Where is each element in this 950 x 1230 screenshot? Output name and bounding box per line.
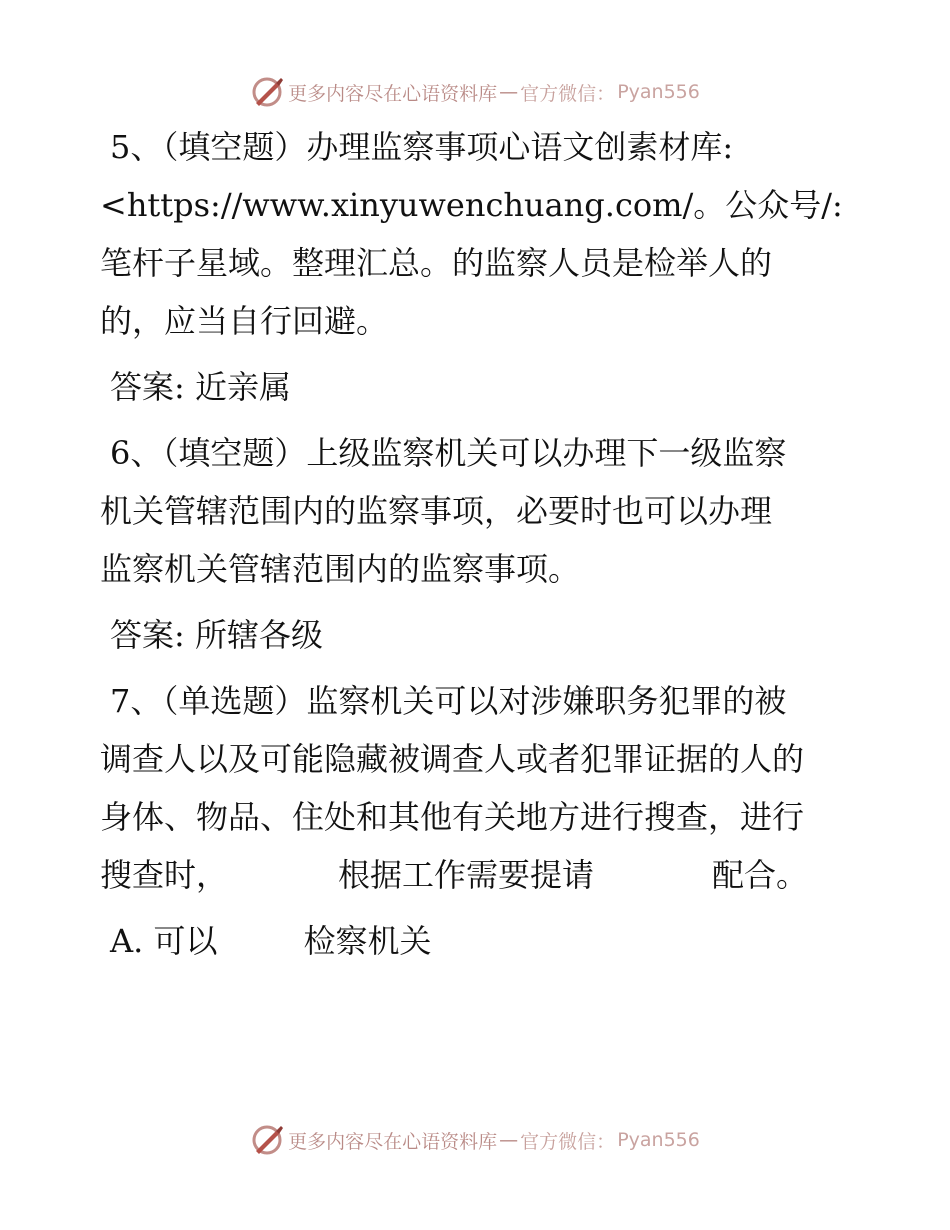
option-a [100,912,860,970]
watermark-wechat-label: 官方微信： [520,1130,616,1153]
question-line: 机关管辖范围内的监察事项，必要时也可以办理 [100,492,773,530]
watermark-banner-top [0,72,950,112]
question-6 [100,424,860,598]
watermark-text: 更多内容尽在心语资料库 [288,1130,498,1153]
watermark-banner-bottom [0,1120,950,1160]
question-line: 监察机关管辖范围内的监察事项。 [100,550,581,588]
watermark-dash: — [499,1129,519,1151]
answer-line: 答案: 所辖各级 [110,616,323,654]
question-line: 笔杆子星域。整理汇总。的监察人员是检举人的 [100,244,773,282]
question-5 [100,118,860,350]
question-line: 调查人以及可能隐藏被调查人或者犯罪证据的人的 [100,740,805,778]
pen-logo-icon [250,75,284,109]
watermark-dash: — [499,81,519,103]
option-label: A. 可以 [110,922,218,960]
question-line: <https://www.xinyuwenchuang.com/。公众号/: [100,186,843,224]
line-segment: 配合。 [712,856,809,894]
watermark-account: Pyan556 [617,81,700,103]
document-body [100,118,860,970]
pen-logo-icon [250,1123,284,1157]
option-text: 检察机关 [303,922,432,960]
question-7 [100,672,860,904]
question-line-with-blanks [100,846,860,904]
question-line: 6、（填空题）上级监察机关可以办理下一级监察 [110,434,787,472]
question-line: 的，应当自行回避。 [100,302,389,340]
line-segment: 根据工作需要提请 [338,856,595,894]
question-line: 身体、物品、住处和其他有关地方进行搜查，进行 [100,798,805,836]
answer-line: 答案: 近亲属 [110,368,291,406]
watermark-account: Pyan556 [617,1129,700,1151]
watermark-text: 更多内容尽在心语资料库 [288,82,498,105]
line-segment: 搜查时， [100,856,229,894]
question-line: 7、（单选题）监察机关可以对涉嫌职务犯罪的被 [110,682,787,720]
question-line: 5、（填空题）办理监察事项心语文创素材库: [110,128,734,166]
watermark-wechat-label: 官方微信： [520,82,616,105]
